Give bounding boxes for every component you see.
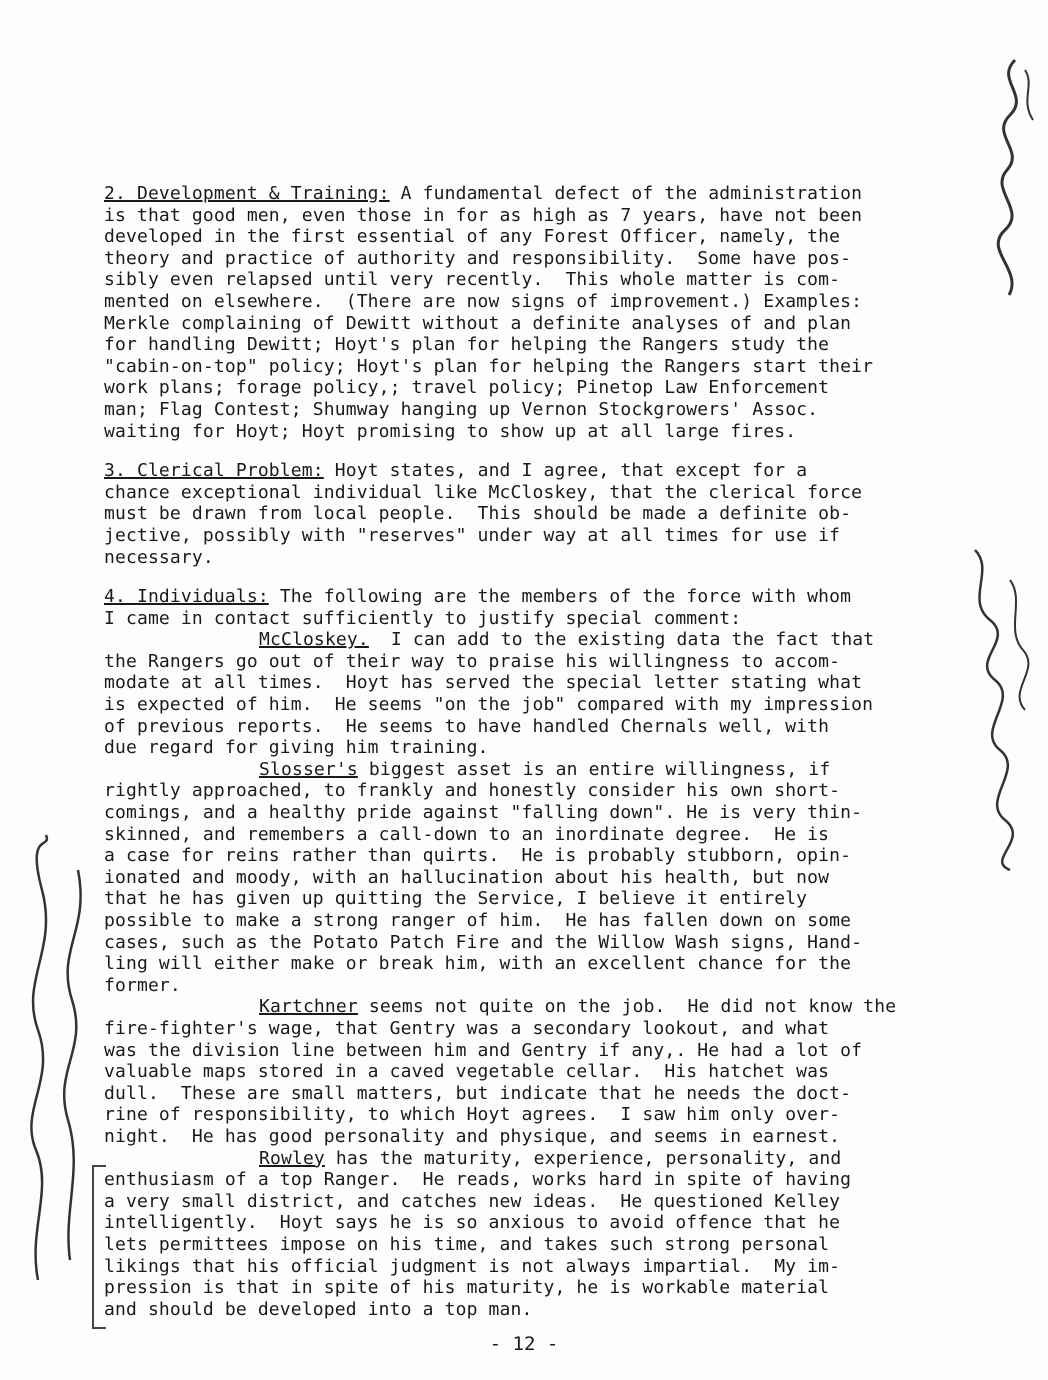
text-line: The following are the members of the force with whom (279, 586, 852, 608)
text-line: comings, and a healthy pride against "falling down". He is very thin- (104, 802, 863, 824)
text-line: "cabin-on-top" policy; Hoyt's plan for helping the Rangers start their (104, 355, 874, 377)
text-line: a case for reins rather than quirts. He is probably stubborn, opin- (104, 845, 852, 867)
text-line: rightly approached, to frankly and honestly consider his own short- (104, 780, 841, 802)
text-line: must be drawn from local people. This should be made a definite ob- (104, 503, 852, 525)
document-body (104, 183, 1009, 1338)
text-line: I can add to the existing data the fact that (390, 629, 875, 651)
text-line: ionated and moody, with an hallucination about his health, but now (104, 866, 830, 888)
text-line (104, 996, 1009, 1018)
text-line: Merkle complaining of Dewitt without a definite analyses of and plan (104, 312, 852, 334)
text-line: possible to make a strong ranger of him. He has fallen down on some (104, 910, 852, 931)
text-line: and should be developed into a top man. (104, 1298, 533, 1320)
text-line: likings that his official judgment is not always impartial. My im- (104, 1255, 841, 1277)
text-line: A fundamental defect of the administration (400, 183, 863, 204)
text-line: a very small district, and catches new ideas. He questioned Kelley (104, 1190, 841, 1212)
section-clerical-problem (104, 460, 1009, 568)
text-line: waiting for Hoyt; Hoyt promising to show up at all large fires. (104, 420, 797, 442)
individual-name: McCloskey. (259, 629, 369, 651)
text-line (104, 586, 1009, 608)
text-line: theory and practice of authority and responsibility. Some have pos- (104, 247, 852, 269)
text-line: pression is that in spite of his maturity, he is workable material (104, 1277, 830, 1299)
section-development-training (104, 183, 1009, 442)
text-line: of previous reports. He seems to have handled Chernals well, with (104, 715, 830, 737)
text-line: valuable maps stored in a caved vegetable cellar. His hatchet was (104, 1061, 830, 1083)
text-line: I came in contact sufficiently to justify special comment: (104, 607, 742, 629)
text-line: developed in the first essential of any Forest Officer, namely, the (104, 226, 841, 248)
text-line: man; Flag Contest; Shumway hanging up Vernon Stockgrowers' Assoc. (104, 398, 819, 420)
text-line: sibly even relapsed until very recently. This whole matter is com- (104, 269, 841, 291)
text-line: biggest asset is an entire willingness, if (368, 758, 831, 780)
text-line: enthusiasm of a top Ranger. He reads, works hard in spite of having (104, 1169, 852, 1191)
text-line: necessary. (104, 546, 214, 568)
page-number: - 12 - (489, 1333, 559, 1355)
text-line (104, 629, 1009, 651)
text-line: jective, possibly with "reserves" under way at all times for use if (104, 524, 841, 546)
text-line: cases, such as the Potato Patch Fire and the Willow Wash signs, Hand- (104, 931, 863, 953)
text-line: due regard for giving him training. (104, 737, 489, 759)
text-line: chance exceptional individual like McCloskey, that the clerical force (104, 481, 863, 503)
text-line: seems not quite on the job. He did not know the (368, 996, 897, 1018)
text-line: is that good men, even those in for as high as 7 years, have not been (104, 204, 863, 226)
text-line: mented on elsewhere. (There are now signs of improvement.) Examples: (104, 290, 863, 312)
margin-bracket (92, 1165, 106, 1329)
section-heading: 2. Development & Training: (104, 183, 390, 204)
text-line: skinned, and remembers a call-down to an inordinate degree. He is (104, 823, 830, 845)
text-line: is expected of him. He seems "on the job" compared with my impression (104, 694, 874, 716)
text-line: night. He has good personality and physique, and seems in earnest. (104, 1125, 841, 1147)
text-line: former. (104, 974, 181, 996)
section-heading: 4. Individuals: (104, 586, 269, 608)
handwritten-margin-note-left (8, 830, 103, 1290)
individual-name: Kartchner (259, 996, 358, 1018)
text-line: has the maturity, experience, personality, and (335, 1147, 842, 1169)
text-line: that he has given up quitting the Service, I believe it entirely (104, 888, 808, 910)
text-line: fire-fighter's wage, that Gentry was a secondary lookout, and what (104, 1017, 830, 1039)
text-line: rine of responsibility, to which Hoyt agrees. I saw him only over- (104, 1104, 841, 1126)
text-line: Hoyt states, and I agree, that except for a (334, 460, 808, 482)
text-line (104, 183, 1009, 205)
text-line (104, 460, 1009, 482)
text-line: lets permittees impose on his time, and takes such strong personal (104, 1233, 830, 1255)
section-individuals (104, 586, 1009, 1320)
text-line: the Rangers go out of their way to praise his willingness to accom- (104, 650, 841, 672)
text-line: ling will either make or break him, with an excellent chance for the (104, 953, 852, 975)
text-line: intelligently. Hoyt says he is so anxious to avoid offence that he (104, 1212, 841, 1234)
individual-name: Slosser's (259, 758, 358, 780)
individual-name: Rowley (259, 1147, 325, 1169)
text-line (104, 759, 1009, 781)
text-line: work plans; forage policy,; travel policy; Pinetop Law Enforcement (104, 377, 830, 399)
text-line (104, 1148, 1009, 1170)
text-line: for handling Dewitt; Hoyt's plan for helping the Rangers study the (104, 334, 830, 356)
text-line: modate at all times. Hoyt has served the special letter stating what (104, 672, 863, 694)
text-line: was the division line between him and Gentry if any,. He had a lot of (104, 1039, 863, 1061)
section-heading: 3. Clerical Problem: (104, 460, 324, 482)
text-line: dull. These are small matters, but indicate that he needs the doct- (104, 1082, 852, 1104)
